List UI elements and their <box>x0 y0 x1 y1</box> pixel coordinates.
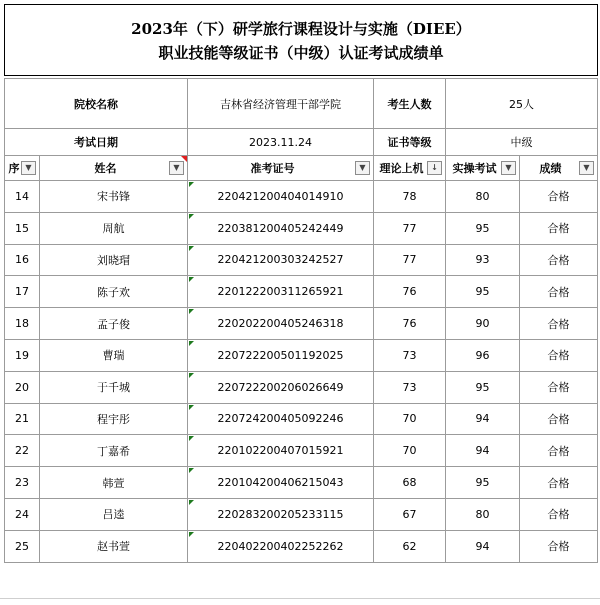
table-row <box>5 181 598 213</box>
cell-name[interactable]: 吕逵 <box>40 498 188 530</box>
cell-practice[interactable]: 93 <box>446 244 520 276</box>
cell-no[interactable]: 22 <box>5 435 40 467</box>
cell-result[interactable]: 合格 <box>520 181 598 213</box>
score-table <box>4 78 598 563</box>
cell-practice[interactable]: 94 <box>446 530 520 562</box>
cell-name[interactable]: 宋书锋 <box>40 181 188 213</box>
header-theory-label: 理论上机 <box>379 162 424 175</box>
cell-name[interactable]: 韩萱 <box>40 467 188 499</box>
header-practice-label: 实操考试 <box>452 162 497 175</box>
cell-name[interactable]: 周航 <box>40 212 188 244</box>
number-as-text-indicator-icon <box>189 436 194 441</box>
exam-id-text: 220381200405242449 <box>217 221 344 235</box>
number-as-text-indicator-icon <box>189 246 194 251</box>
info-row-school <box>5 79 598 129</box>
exam-id-text: 220283200205233115 <box>217 507 344 521</box>
cell-exam-id[interactable] <box>188 435 374 467</box>
cell-no[interactable]: 15 <box>5 212 40 244</box>
exam-id-text: 220421200404014910 <box>217 189 344 203</box>
cell-result[interactable]: 合格 <box>520 371 598 403</box>
header-no[interactable] <box>5 156 40 181</box>
cell-theory[interactable]: 68 <box>374 467 446 499</box>
cell-theory[interactable]: 76 <box>374 308 446 340</box>
table-row <box>5 308 598 340</box>
cell-theory[interactable]: 62 <box>374 530 446 562</box>
info-row-date <box>5 129 598 156</box>
table-row <box>5 498 598 530</box>
table-row <box>5 244 598 276</box>
cell-no[interactable]: 23 <box>5 467 40 499</box>
header-row <box>5 156 598 181</box>
title-line-2: 职业技能等级证书（中级）认证考试成绩单 <box>158 44 444 62</box>
cell-no[interactable]: 21 <box>5 403 40 435</box>
cell-theory[interactable]: 67 <box>374 498 446 530</box>
cell-result[interactable]: 合格 <box>520 276 598 308</box>
cell-result[interactable]: 合格 <box>520 403 598 435</box>
sheet-bottom-border <box>0 598 600 599</box>
filter-dropdown-icon[interactable]: ▼ <box>501 161 516 175</box>
header-result[interactable] <box>520 156 598 181</box>
cell-exam-id[interactable] <box>188 371 374 403</box>
filter-dropdown-icon[interactable]: ▼ <box>169 161 184 175</box>
cell-exam-id[interactable] <box>188 212 374 244</box>
date-value[interactable]: 2023.11.24 <box>188 129 374 156</box>
level-label[interactable]: 证书等级 <box>374 129 446 156</box>
cell-result[interactable]: 合格 <box>520 212 598 244</box>
cell-practice[interactable]: 80 <box>446 181 520 213</box>
number-as-text-indicator-icon <box>189 405 194 410</box>
cell-no[interactable]: 17 <box>5 276 40 308</box>
cell-practice[interactable]: 94 <box>446 403 520 435</box>
table-row <box>5 467 598 499</box>
cell-result[interactable]: 合格 <box>520 498 598 530</box>
header-id[interactable] <box>188 156 374 181</box>
exam-id-text: 220722200206026649 <box>217 380 344 394</box>
cell-no[interactable]: 20 <box>5 371 40 403</box>
number-as-text-indicator-icon <box>189 182 194 187</box>
number-as-text-indicator-icon <box>189 468 194 473</box>
school-value[interactable]: 吉林省经济管理干部学院 <box>188 79 374 129</box>
exam-id-text: 220421200303242527 <box>217 253 344 267</box>
cell-practice[interactable]: 95 <box>446 467 520 499</box>
number-as-text-indicator-icon <box>189 214 194 219</box>
count-value[interactable]: 25人 <box>446 79 598 129</box>
exam-id-text: 220202200405246318 <box>217 317 344 331</box>
filter-dropdown-icon[interactable]: ▼ <box>355 161 370 175</box>
cell-theory[interactable]: 73 <box>374 371 446 403</box>
cell-exam-id[interactable] <box>188 308 374 340</box>
exam-id-text: 220402200402252262 <box>217 539 344 553</box>
filter-dropdown-icon[interactable]: ▼ <box>21 161 36 175</box>
cell-theory[interactable]: 77 <box>374 244 446 276</box>
exam-id-text: 220104200406215043 <box>217 476 344 490</box>
number-as-text-indicator-icon <box>189 532 194 537</box>
number-as-text-indicator-icon <box>189 373 194 378</box>
header-result-label: 成绩 <box>539 162 562 175</box>
cell-exam-id[interactable] <box>188 181 374 213</box>
cell-exam-id[interactable] <box>188 276 374 308</box>
cell-result[interactable]: 合格 <box>520 435 598 467</box>
exam-id-text: 220724200405092246 <box>217 412 344 426</box>
table-row <box>5 371 598 403</box>
header-theory[interactable] <box>374 156 446 181</box>
cell-no[interactable]: 25 <box>5 530 40 562</box>
table-row <box>5 212 598 244</box>
cell-exam-id[interactable] <box>188 498 374 530</box>
cell-result[interactable]: 合格 <box>520 308 598 340</box>
cell-name[interactable]: 陈子欢 <box>40 276 188 308</box>
cell-theory[interactable]: 73 <box>374 339 446 371</box>
report-title <box>4 4 598 76</box>
cell-theory[interactable]: 78 <box>374 181 446 213</box>
number-as-text-indicator-icon <box>189 309 194 314</box>
header-name-label: 姓名 <box>94 162 117 175</box>
cell-practice[interactable]: 95 <box>446 276 520 308</box>
table-row <box>5 530 598 562</box>
cell-theory[interactable]: 76 <box>374 276 446 308</box>
exam-id-text: 220122200311265921 <box>217 285 344 299</box>
filter-dropdown-icon[interactable]: ▼ <box>579 161 594 175</box>
table-row <box>5 403 598 435</box>
level-value[interactable]: 中级 <box>446 129 598 156</box>
cell-practice[interactable]: 94 <box>446 435 520 467</box>
exam-id-text: 220722200501192025 <box>217 348 344 362</box>
cell-theory[interactable]: 70 <box>374 435 446 467</box>
cell-result[interactable]: 合格 <box>520 244 598 276</box>
cell-no[interactable]: 14 <box>5 181 40 213</box>
number-as-text-indicator-icon <box>189 500 194 505</box>
cell-name[interactable]: 刘晓瑁 <box>40 244 188 276</box>
cell-no[interactable]: 19 <box>5 339 40 371</box>
cell-exam-id[interactable] <box>188 467 374 499</box>
table-row <box>5 435 598 467</box>
header-no-label: 序 <box>8 162 20 175</box>
count-label[interactable]: 考生人数 <box>374 79 446 129</box>
cell-no[interactable]: 16 <box>5 244 40 276</box>
number-as-text-indicator-icon <box>189 341 194 346</box>
title-line-1: 2023年（下）研学旅行课程设计与实施（DIEE） <box>131 20 471 38</box>
cell-name[interactable]: 程宇彤 <box>40 403 188 435</box>
number-as-text-indicator-icon <box>189 277 194 282</box>
cell-result[interactable]: 合格 <box>520 339 598 371</box>
cell-result[interactable]: 合格 <box>520 467 598 499</box>
cell-practice[interactable]: 90 <box>446 308 520 340</box>
school-label[interactable]: 院校名称 <box>5 79 188 129</box>
header-name[interactable] <box>40 156 188 181</box>
header-practice[interactable] <box>446 156 520 181</box>
cell-exam-id[interactable] <box>188 244 374 276</box>
cell-practice[interactable]: 80 <box>446 498 520 530</box>
cell-exam-id[interactable] <box>188 339 374 371</box>
cell-practice[interactable]: 95 <box>446 212 520 244</box>
sort-desc-icon[interactable]: ↓ <box>427 161 442 175</box>
cell-no[interactable]: 24 <box>5 498 40 530</box>
cell-result[interactable]: 合格 <box>520 530 598 562</box>
cell-no[interactable]: 18 <box>5 308 40 340</box>
cell-exam-id[interactable] <box>188 403 374 435</box>
cell-name[interactable]: 曹瑞 <box>40 339 188 371</box>
date-label[interactable]: 考试日期 <box>5 129 188 156</box>
cell-name[interactable]: 孟子俊 <box>40 308 188 340</box>
header-id-label: 准考证号 <box>250 162 295 175</box>
cell-name[interactable]: 于千城 <box>40 371 188 403</box>
cell-name[interactable]: 丁嘉希 <box>40 435 188 467</box>
cell-practice[interactable]: 96 <box>446 339 520 371</box>
cell-exam-id[interactable] <box>188 530 374 562</box>
cell-name[interactable]: 赵书萱 <box>40 530 188 562</box>
cell-theory[interactable]: 70 <box>374 403 446 435</box>
cell-practice[interactable]: 95 <box>446 371 520 403</box>
table-row <box>5 339 598 371</box>
table-row <box>5 276 598 308</box>
exam-id-text: 220102200407015921 <box>217 444 344 458</box>
cell-theory[interactable]: 77 <box>374 212 446 244</box>
